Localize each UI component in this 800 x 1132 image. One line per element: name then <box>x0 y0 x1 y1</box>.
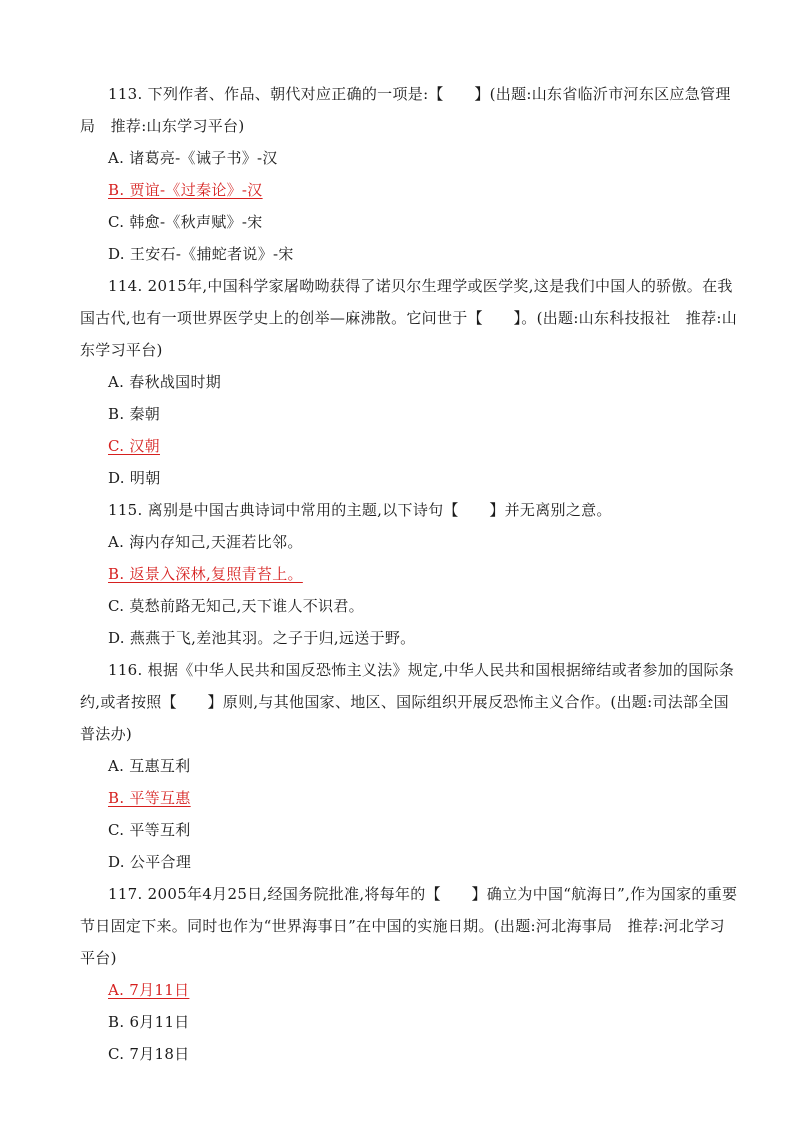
option-b-correct <box>108 174 740 206</box>
option-b <box>108 398 740 430</box>
question-block-114 <box>80 270 740 494</box>
option-a <box>108 526 740 558</box>
option-label: B. 贾谊-《过秦论》-汉 <box>108 181 263 199</box>
option-label: C. 汉朝 <box>108 437 160 455</box>
option-a <box>108 750 740 782</box>
option-c <box>108 206 740 238</box>
option-c <box>108 590 740 622</box>
option-label: C. 7月18日 <box>108 1045 190 1063</box>
option-a <box>108 366 740 398</box>
option-label: B. 6月11日 <box>108 1013 190 1031</box>
option-d <box>108 622 740 654</box>
option-label: C. 韩愈-《秋声赋》-宋 <box>108 213 263 231</box>
option-label: B. 秦朝 <box>108 405 161 423</box>
option-label: A. 海内存知己,天涯若比邻。 <box>108 533 303 551</box>
option-label: B. 返景入深林,复照青苔上。 <box>108 565 303 583</box>
option-d <box>108 846 740 878</box>
option-label: A. 互惠互利 <box>108 757 191 775</box>
option-b-correct <box>108 782 740 814</box>
question-text: 116. 根据《中华人民共和国反恐怖主义法》规定,中华人民共和国根据缔结或者参加的国际条约,或者按照【 】原则,与其他国家、地区、国际组织开展反恐怖主义合作。(出题:司法部全国普法办) <box>80 661 735 743</box>
option-a-correct <box>108 974 740 1006</box>
option-b-correct <box>108 558 740 590</box>
option-label: D. 公平合理 <box>108 853 192 871</box>
question-text: 115. 离别是中国古典诗词中常用的主题,以下诗句【 】并无离别之意。 <box>108 501 612 519</box>
question-block-115 <box>80 494 740 654</box>
question-text: 117. 2005年4月25日,经国务院批准,将每年的【 】确立为中国“航海日”,作为国家的重要节日固定下来。同时也作为“世界海事日”在中国的实施日期。(出题:河北海事局 推荐:河北学习平台) <box>80 885 738 967</box>
option-c <box>108 1038 740 1070</box>
question-block-117 <box>80 878 740 1070</box>
option-label: C. 莫愁前路无知己,天下谁人不识君。 <box>108 597 364 615</box>
question-block-113 <box>80 78 740 270</box>
option-label: A. 7月11日 <box>108 981 190 999</box>
option-d <box>108 462 740 494</box>
option-label: B. 平等互惠 <box>108 789 191 807</box>
question-block-116 <box>80 654 740 878</box>
option-label: C. 平等互利 <box>108 821 191 839</box>
option-c-correct <box>108 430 740 462</box>
option-label: D. 王安石-《捕蛇者说》-宋 <box>108 245 294 263</box>
option-label: D. 明朝 <box>108 469 161 487</box>
option-label: D. 燕燕于飞,差池其羽。之子于归,远送于野。 <box>108 629 416 647</box>
option-a <box>108 142 740 174</box>
option-c <box>108 814 740 846</box>
question-text: 114. 2015年,中国科学家屠呦呦获得了诺贝尔生理学或医学奖,这是我们中国人的骄傲。在我国古代,也有一项世界医学史上的创举—麻沸散。它问世于【 】。(出题:山东科技报社 推荐:山东学习平台) <box>80 277 738 359</box>
option-d <box>108 238 740 270</box>
option-label: A. 春秋战国时期 <box>108 373 222 391</box>
question-text: 113. 下列作者、作品、朝代对应正确的一项是:【 】(出题:山东省临沂市河东区应急管理局 推荐:山东学习平台) <box>80 85 731 135</box>
option-label: A. 诸葛亮-《诫子书》-汉 <box>108 149 278 167</box>
option-b <box>108 1006 740 1038</box>
